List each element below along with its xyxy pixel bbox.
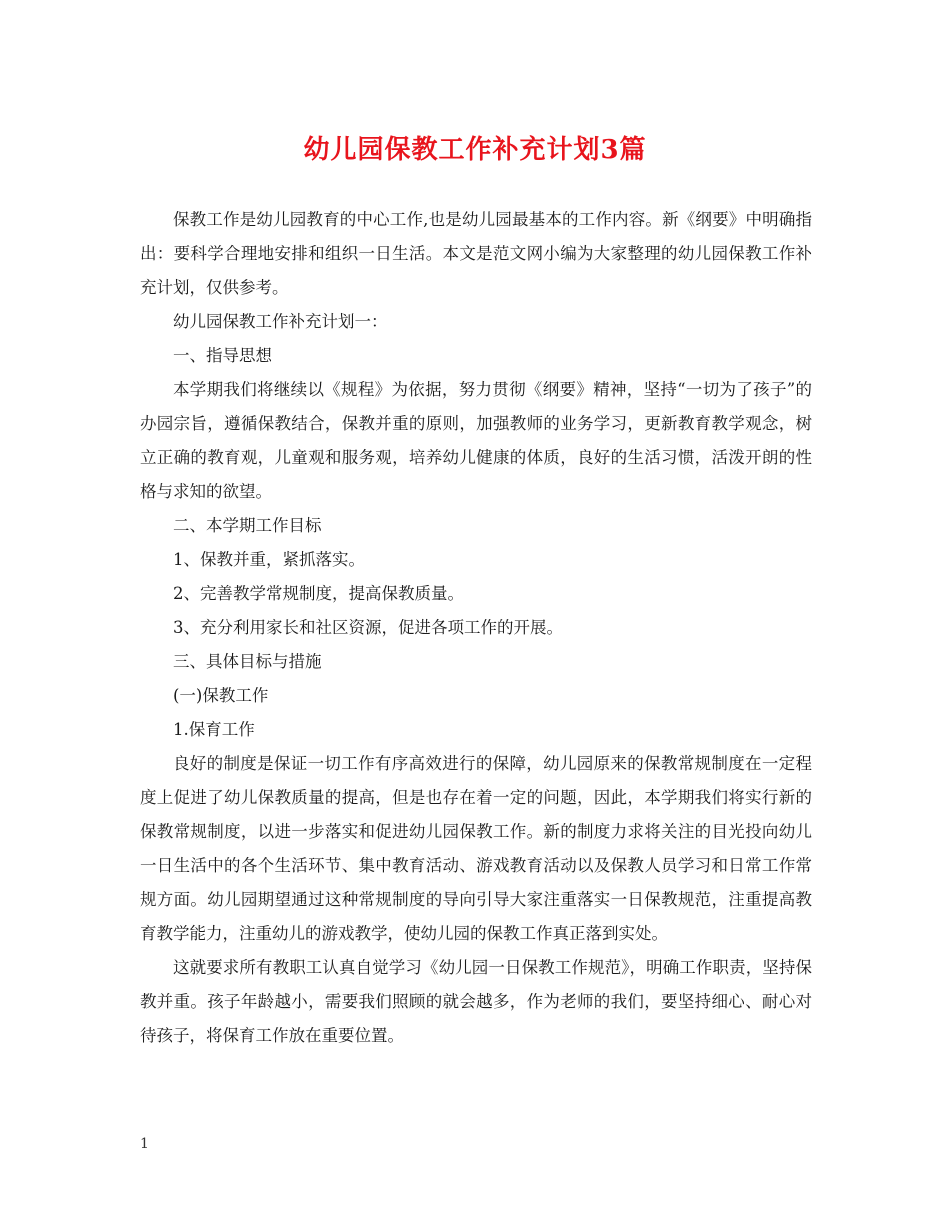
goal-item-2: 2、完善教学常规制度，提高保教质量。: [173, 584, 464, 603]
paragraph-guiding-thought: 本学期我们将继续以《规程》为依据，努力贯彻《纲要》精神，坚持“一切为了孩子”的办园宗旨，遵循保教结合，保教并重的原则，加强教师的业务学习，更新教育教学观念，树立正确的教育观，儿童观和服务观，培养幼儿健康的体质，良好的生活习惯，活泼开朗的性格与求知的欲望。: [140, 380, 812, 501]
subsection-heading-care-work: (一)保教工作: [173, 686, 269, 705]
page-number: 1: [140, 1136, 149, 1152]
section-heading-guiding-thought: 一、指导思想: [173, 346, 272, 365]
goal-item-1: 1、保教并重，紧抓落实。: [173, 550, 365, 569]
paragraph-plan-one-heading: 幼儿园保教工作补充计划一：: [173, 312, 388, 331]
subsection-heading-nursing: 1.保育工作: [173, 720, 255, 739]
goal-item-3: 3、充分利用家长和社区资源，促进各项工作的开展。: [173, 618, 563, 637]
section-heading-goals: 二、本学期工作目标: [173, 516, 322, 535]
paragraph-nursing-system: 良好的制度是保证一切工作有序高效进行的保障，幼儿园原来的保教常规制度在一定程度上促进了幼儿保教质量的提高，但是也存在着一定的问题，因此，本学期我们将实行新的保教常规制度，以进一步落实和促进幼儿园保教工作。新的制度力求将关注的目光投向幼儿一日生活中的各个生活环节、集中教育活动、游戏教育活动以及保教人员学习和日常工作常规方面。幼儿园期望通过这种常规制度的导向引导大家注重落实一日保教规范，注重提高教育教学能力，注重幼儿的游戏教学，使幼儿园的保教工作真正落到实处。: [140, 754, 812, 943]
document-body: [140, 203, 812, 1053]
document-title: 幼儿园保教工作补充计划3篇: [303, 135, 647, 165]
paragraph-intro: 保教工作是幼儿园教育的中心工作,也是幼儿园最基本的工作内容。新《纲要》中明确指出：要科学合理地安排和组织一日生活。本文是范文网小编为大家整理的幼儿园保教工作补充计划，仅供参考。: [140, 210, 812, 297]
paragraph-staff-requirements: 这就要求所有教职工认真自觉学习《幼儿园一日保教工作规范》，明确工作职责，坚持保教并重。孩子年龄越小，需要我们照顾的就会越多，作为老师的我们，要坚持细心、耐心对待孩子，将保育工作放在重要位置。: [140, 958, 812, 1045]
section-heading-measures: 三、具体目标与措施: [173, 652, 322, 671]
